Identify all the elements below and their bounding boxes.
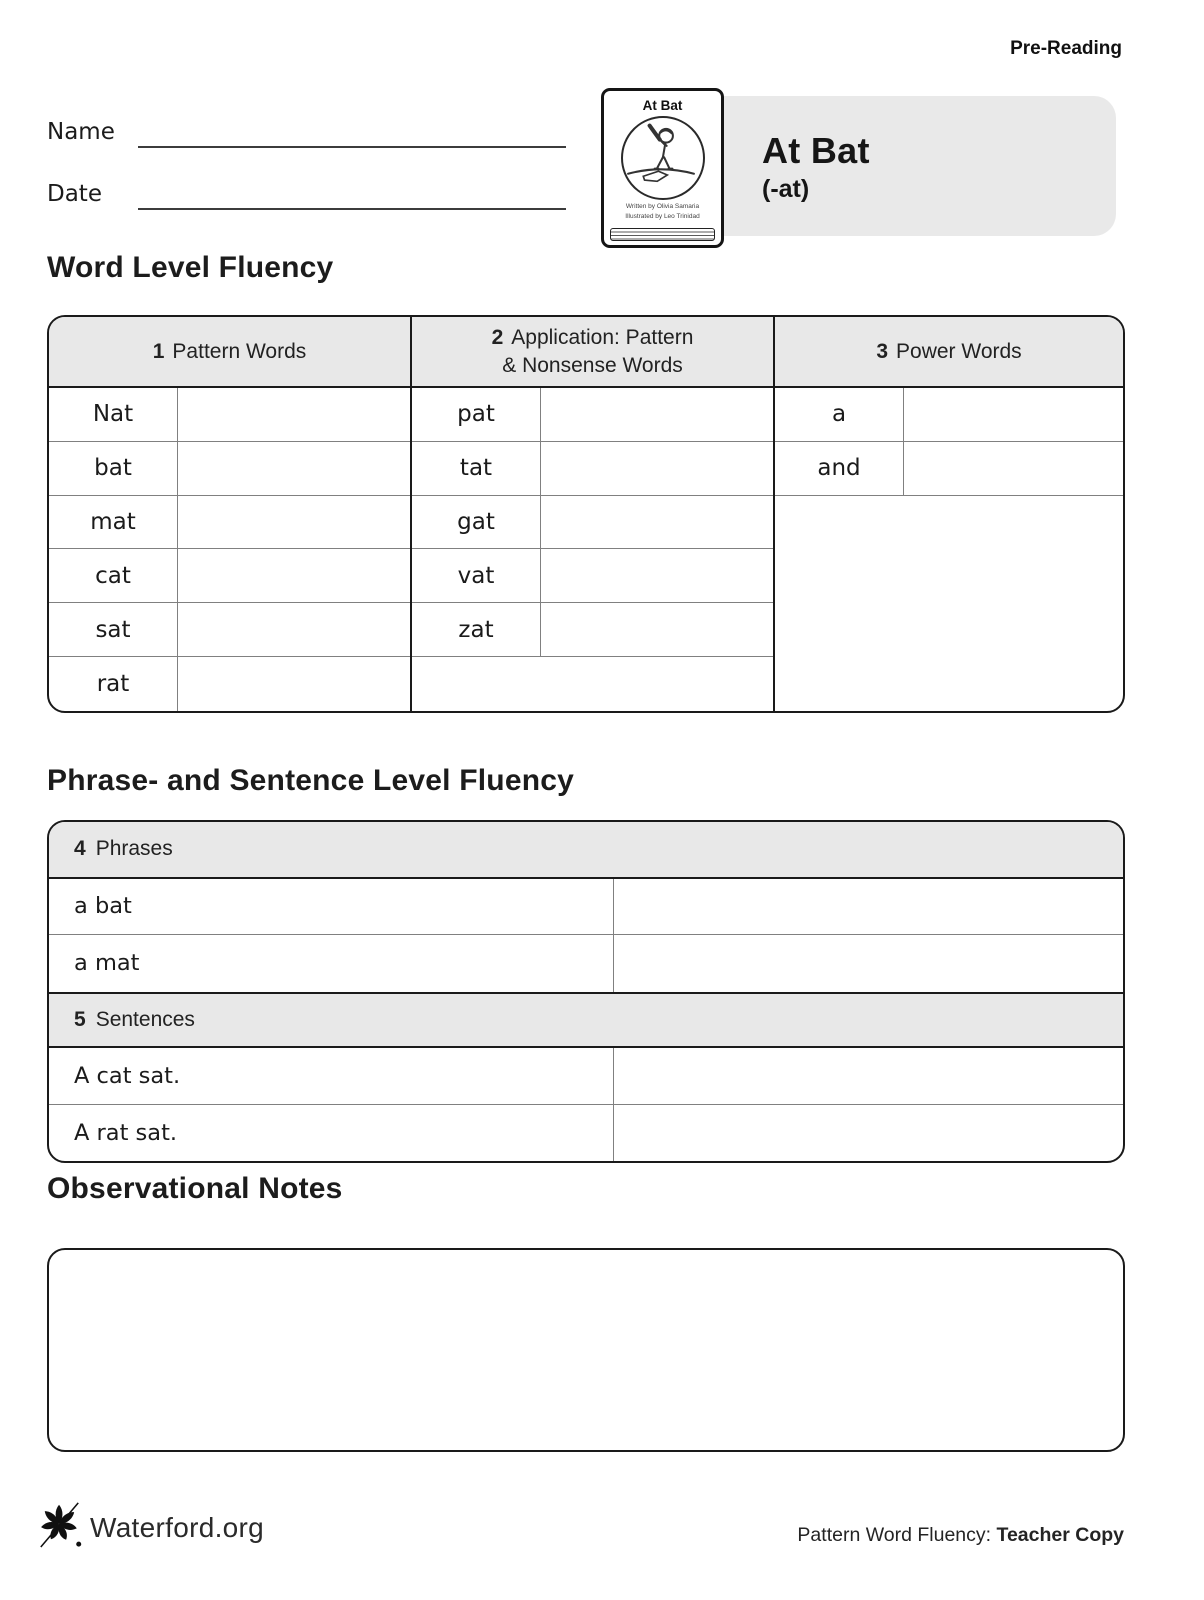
table-row [49, 657, 410, 711]
page-book-title: At Bat [762, 130, 870, 171]
word-text: pat [412, 388, 541, 441]
phrase-text: a mat [74, 950, 140, 977]
waterford-logo-icon [36, 1498, 84, 1550]
table-row [412, 442, 773, 496]
book-credit-illustrated: Illustrated by Leo Trinidad [625, 212, 700, 220]
phrase-text: a bat [74, 893, 132, 920]
book-credit-written: Written by Olivia Samaria [625, 203, 700, 210]
column-power-words [775, 317, 1123, 711]
response-cell[interactable] [541, 388, 773, 441]
section-heading-word-level: Word Level Fluency [47, 251, 334, 284]
batter-icon [623, 118, 699, 194]
response-cell[interactable] [904, 388, 1123, 441]
word-text: Nat [49, 388, 178, 441]
word-text: rat [49, 657, 178, 711]
word-text: zat [412, 603, 541, 656]
word-text: and [775, 442, 904, 495]
table-row [412, 603, 773, 657]
book-cover [601, 88, 724, 248]
table-row-empty[interactable] [412, 657, 773, 711]
book-pages-edge [610, 228, 715, 241]
word-text: tat [412, 442, 541, 495]
column-number: 1 [152, 339, 165, 363]
batter-illustration-frame [621, 116, 705, 200]
row-number: 5 [74, 1007, 86, 1031]
sentences-header-row [49, 992, 1123, 1049]
response-cell[interactable] [178, 442, 410, 495]
section-heading-notes: Observational Notes [47, 1172, 343, 1205]
response-cell[interactable] [541, 549, 773, 602]
row-divider [613, 879, 614, 935]
footer-brand: Waterford.org [90, 1512, 265, 1543]
column-header-application [412, 317, 773, 388]
word-text: mat [49, 496, 178, 549]
word-text: bat [49, 442, 178, 495]
column-label: Pattern Words [172, 339, 307, 363]
column-number: 3 [876, 339, 889, 363]
section-heading-phrase-sentence: Phrase- and Sentence Level Fluency [47, 764, 574, 797]
table-row [412, 496, 773, 550]
pre-reading-tag: Pre-Reading [1010, 38, 1122, 59]
row-divider [613, 1105, 614, 1162]
name-label: Name [47, 119, 115, 145]
column-label: Power Words [896, 339, 1022, 363]
column-application-words [412, 317, 775, 711]
word-text: gat [412, 496, 541, 549]
row-label: Sentences [95, 1007, 195, 1031]
sentence-text: A cat sat. [74, 1062, 181, 1089]
table-row [49, 549, 410, 603]
row-divider [613, 1048, 614, 1104]
word-text: cat [49, 549, 178, 602]
table-row [49, 388, 410, 442]
column-header-pattern-words [49, 317, 410, 388]
table-row [49, 935, 1123, 992]
column-number: 2 [491, 326, 504, 350]
response-cell[interactable] [178, 549, 410, 602]
table-row [49, 879, 1123, 936]
table-row [412, 388, 773, 442]
footer-doc-label-bold: Teacher Copy [996, 1524, 1124, 1546]
column-header-power-words [775, 317, 1123, 388]
table-row [49, 496, 410, 550]
page-book-subtitle: (-at) [762, 175, 810, 203]
response-cell[interactable] [178, 603, 410, 656]
sentence-text: A rat sat. [74, 1119, 178, 1146]
word-text: a [775, 388, 904, 441]
row-label: Phrases [95, 837, 173, 861]
word-text: vat [412, 549, 541, 602]
column-label-line2: & Nonsense Words [502, 353, 683, 377]
table-row [775, 442, 1123, 496]
table-area-empty[interactable] [775, 496, 1123, 711]
row-divider [613, 935, 614, 992]
footer-doc-label-regular: Pattern Word Fluency: [797, 1524, 997, 1546]
table-row [412, 549, 773, 603]
word-level-table [47, 315, 1125, 713]
table-row [775, 388, 1123, 442]
response-cell[interactable] [178, 657, 410, 711]
book-cover-title: At Bat [642, 98, 683, 113]
table-row [49, 1048, 1123, 1105]
word-text: sat [49, 603, 178, 656]
date-label: Date [47, 181, 102, 207]
table-row [49, 1105, 1123, 1162]
phrase-sentence-table [47, 820, 1125, 1163]
response-cell[interactable] [178, 496, 410, 549]
response-cell[interactable] [904, 442, 1123, 495]
row-number: 4 [74, 837, 86, 861]
response-cell[interactable] [178, 388, 410, 441]
name-fill-line[interactable] [138, 146, 566, 148]
date-fill-line[interactable] [138, 208, 566, 210]
column-pattern-words [49, 317, 412, 711]
response-cell[interactable] [541, 603, 773, 656]
phrases-header-row [49, 822, 1123, 879]
response-cell[interactable] [541, 442, 773, 495]
response-cell[interactable] [541, 496, 773, 549]
column-label-line1: Application: Pattern [511, 326, 694, 350]
table-row [49, 603, 410, 657]
observational-notes-box[interactable] [47, 1248, 1125, 1452]
footer-doc-label [797, 1524, 1124, 1547]
table-row [49, 442, 410, 496]
